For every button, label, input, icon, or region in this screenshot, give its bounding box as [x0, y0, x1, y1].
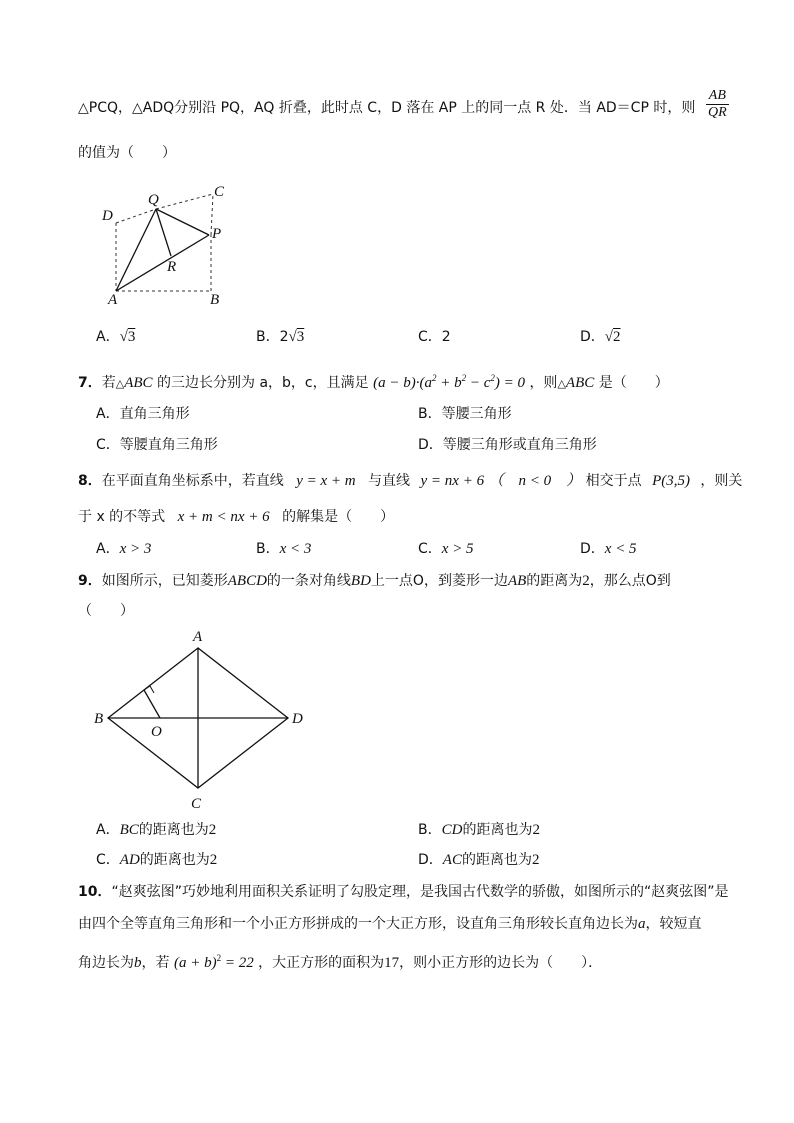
- q8-option-c[interactable]: C．x > 5: [418, 541, 474, 557]
- q7-option-c[interactable]: C．等腰直角三角形: [96, 437, 218, 453]
- q9-label-d: D: [292, 711, 303, 727]
- q9-label-c: C: [191, 796, 202, 812]
- q10-stem-line1: 10．“赵爽弦图”巧妙地利用面积关系证明了勾股定理，是我国古代数学的骄傲，如图所示的“赵爽弦图”是: [78, 884, 729, 900]
- q6-option-d[interactable]: D．√2: [580, 329, 621, 345]
- q6-label-a: A: [108, 292, 118, 308]
- q7-option-d[interactable]: D．等腰三角形或直角三角形: [418, 437, 597, 453]
- q9-label-b: B: [94, 711, 104, 727]
- q6-fraction-numerator: AB: [706, 88, 729, 105]
- q8-option-a[interactable]: A．x > 3: [96, 541, 152, 557]
- q9-label-a: A: [193, 629, 203, 645]
- q6-figure-square-fold: [96, 180, 236, 310]
- q8-stem-line2: 于 x 的不等式 x + m < nx + 6 的解集是（ ）: [78, 509, 395, 525]
- q6-label-q: Q: [148, 192, 159, 208]
- q8-option-d[interactable]: D．x < 5: [580, 541, 637, 557]
- q8-stem-line1: 8．在平面直角坐标系中，若直线 y = x + m 与直线 y = nx + 6 （ n < 0 ） 相交于点 P(3,5) ，则关: [78, 473, 743, 489]
- q7-option-a[interactable]: A．直角三角形: [96, 406, 190, 422]
- q6-label-b: B: [210, 292, 220, 308]
- q6-option-c[interactable]: C．2: [418, 329, 451, 345]
- q9-option-b[interactable]: B．CD的距离也为2: [418, 822, 540, 838]
- q10-stem-line3: 角边长为b，若 $(a + b)^2 = 22$ ，大正方形的面积为17，则小正方形的边长为（ ）．: [78, 953, 603, 971]
- q9-stem-line2: （ ）: [78, 603, 134, 619]
- q7-stem: 7．若△ABC 的三边长分别为 a，b，c，且满足 $(a - b)\cdot(a^2 + b^2 - c^2) = 0$ ，则△ABC 是（ ）: [78, 373, 669, 391]
- q9-label-o: O: [151, 724, 162, 740]
- q6-label-c: C: [214, 184, 225, 200]
- q6-label-d: D: [102, 208, 113, 224]
- q9-option-d[interactable]: D．AC的距离也为2: [418, 852, 540, 868]
- q6-option-a[interactable]: A．√3: [96, 329, 136, 345]
- q6-stem-line2: 的值为（ ）: [78, 145, 176, 161]
- q9-option-a[interactable]: A．BC的距离也为2: [96, 822, 217, 838]
- q6-fraction-denominator: QR: [708, 105, 727, 120]
- q10-stem-line2: 由四个全等直角三角形和一个小正方形拼成的一个大正方形，设直角三角形较长直角边长为a，较短直: [78, 916, 702, 932]
- q7-option-b[interactable]: B．等腰三角形: [418, 406, 512, 422]
- q9-option-c[interactable]: C．AD的距离也为2: [96, 852, 218, 868]
- q6-label-r: R: [167, 259, 177, 275]
- q6-fraction: [706, 88, 729, 121]
- q6-label-p: P: [212, 226, 222, 242]
- q9-stem-line1: 9．如图所示，已知菱形ABCD的一条对角线BD上一点O，到菱形一边AB的距离为2，那么点O到: [78, 573, 671, 589]
- q8-option-b[interactable]: B．x < 3: [256, 541, 312, 557]
- q6-option-b[interactable]: B．2√3: [256, 329, 305, 345]
- q9-figure-rhombus: [86, 626, 326, 816]
- q6-stem-line1: △PCQ，△ADQ分别沿 PQ，AQ 折叠，此时点 C，D 落在 AP 上的同一点 R 处．当 AD＝CP 时，则: [78, 100, 696, 116]
